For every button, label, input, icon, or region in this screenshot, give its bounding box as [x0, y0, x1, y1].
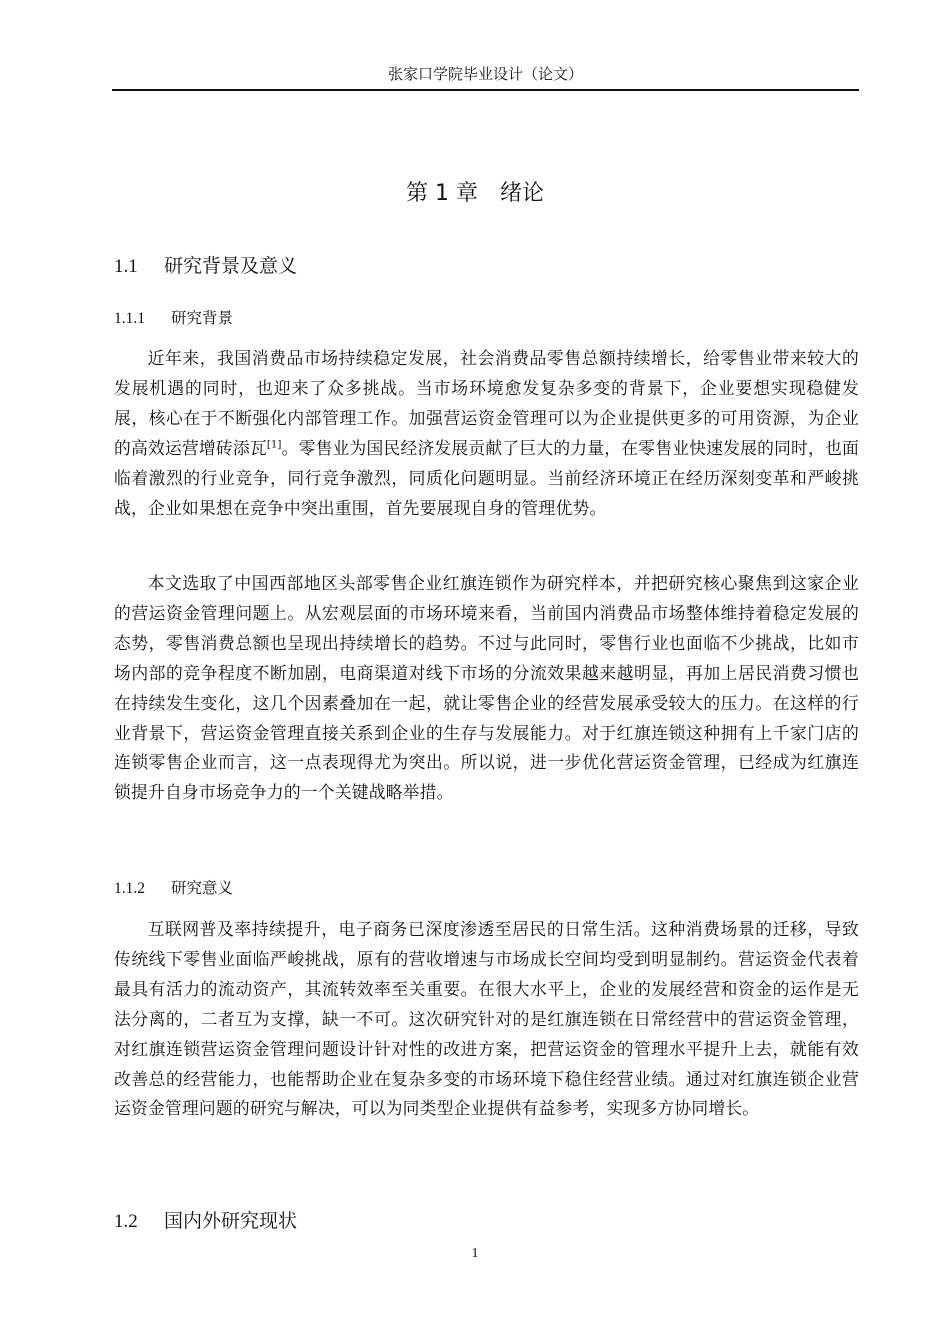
section-title: 研究背景及意义 — [164, 255, 298, 277]
page-header — [112, 64, 859, 91]
paragraph-significance — [114, 915, 859, 1124]
subsection-title: 研究背景 — [171, 309, 234, 327]
subsection-number: 1.1.1 — [114, 310, 145, 327]
section-title: 国内外研究现状 — [164, 1210, 298, 1232]
paragraph-text: 近年来，我国消费品市场持续稳定发展，社会消费品零售总额持续增长，给零售业带来较大的发展机遇的同时，也迎来了众多挑战。当市场环境愈发复杂多变的背景下，企业要想实现稳健发展，核心在于不断强化内部管理工作。加强营运资金管理可以为企业提供更多的可用资源，为企业的高效运营增砖添瓦 — [114, 348, 859, 458]
paragraph-background-2 — [114, 569, 859, 808]
paragraph-text: 互联网普及率持续提升，电子商务已深度渗透至居民的日常生活。这种消费场景的迁移，导致传统线下零售业面临严峻挑战，原有的营收增速与市场成长空间均受到明显制约。营运资金代表着最具有活力的流动资产，其流转效率至关重要。在很大水平上，企业的发展经营和资金的运作是无法分离的，二者互为支撑，缺一不可。这次研究针对的是红旗连锁在日常经营中的营运资金管理，对红旗连锁营运资金管理问题设计针对性的改进方案，把营运资金的管理水平提升上去，就能有效改善总的经营能力，也能帮助企业在复杂多变的市场环境下稳住经营业绩。通过对红旗连锁企业营运资金管理问题的研究与解决，可以为同类型企业提供有益参考，实现多方协同增长。 — [114, 919, 859, 1119]
subsection-title: 研究意义 — [171, 879, 234, 897]
subsection-number: 1.1.2 — [114, 880, 145, 897]
paragraph-text: 。零售业为国民经济发展贡献了巨大的力量，在零售业快速发展的同时，也面临着激烈的行业竞争，同行竞争激烈，同质化问题明显。当前经济环境正在经历深刻变革和严峻挑战，企业如果想在竞争中突出重围，首先要展现自身的管理优势。 — [114, 437, 859, 518]
subsection-heading-1-1-2 — [114, 875, 233, 902]
section-heading-1-1 — [114, 251, 297, 282]
header-title: 张家口学院毕业设计（论文） — [387, 65, 583, 83]
chapter-title: 第 1 章 绪论 — [406, 181, 544, 206]
section-number: 1.1 — [114, 256, 138, 277]
subsection-heading-1-1-1 — [114, 305, 233, 332]
section-heading-1-2 — [114, 1206, 297, 1237]
paragraph-text: 本文选取了中国西部地区头部零售企业红旗连锁作为研究样本，并把研究核心聚焦到这家企业的营运资金管理问题上。从宏观层面的市场环境来看，当前国内消费品市场整体维持着稳定发展的态势，零售消费总额也呈现出持续增长的趋势。不过与此同时，零售行业也面临不少挑战，比如市场内部的竞争程度不断加剧，电商渠道对线下市场的分流效果越来越明显，再加上居民消费习惯也在持续发生变化，这几个因素叠加在一起，就让零售企业的经营发展承受较大的压力。在这样的行业背景下，营运资金管理直接关系到企业的生存与发展能力。对于红旗连锁这种拥有上千家门店的连锁零售企业而言，这一点表现得尤为突出。所以说，进一步优化营运资金管理，已经成为红旗连锁提升自身市场竞争力的一个关键战略举措。 — [114, 573, 859, 803]
citation-ref[interactable]: [1] — [266, 439, 282, 451]
page-number: 1 — [471, 1246, 479, 1261]
paragraph-background-1 — [114, 344, 859, 523]
section-number: 1.2 — [114, 1211, 138, 1232]
